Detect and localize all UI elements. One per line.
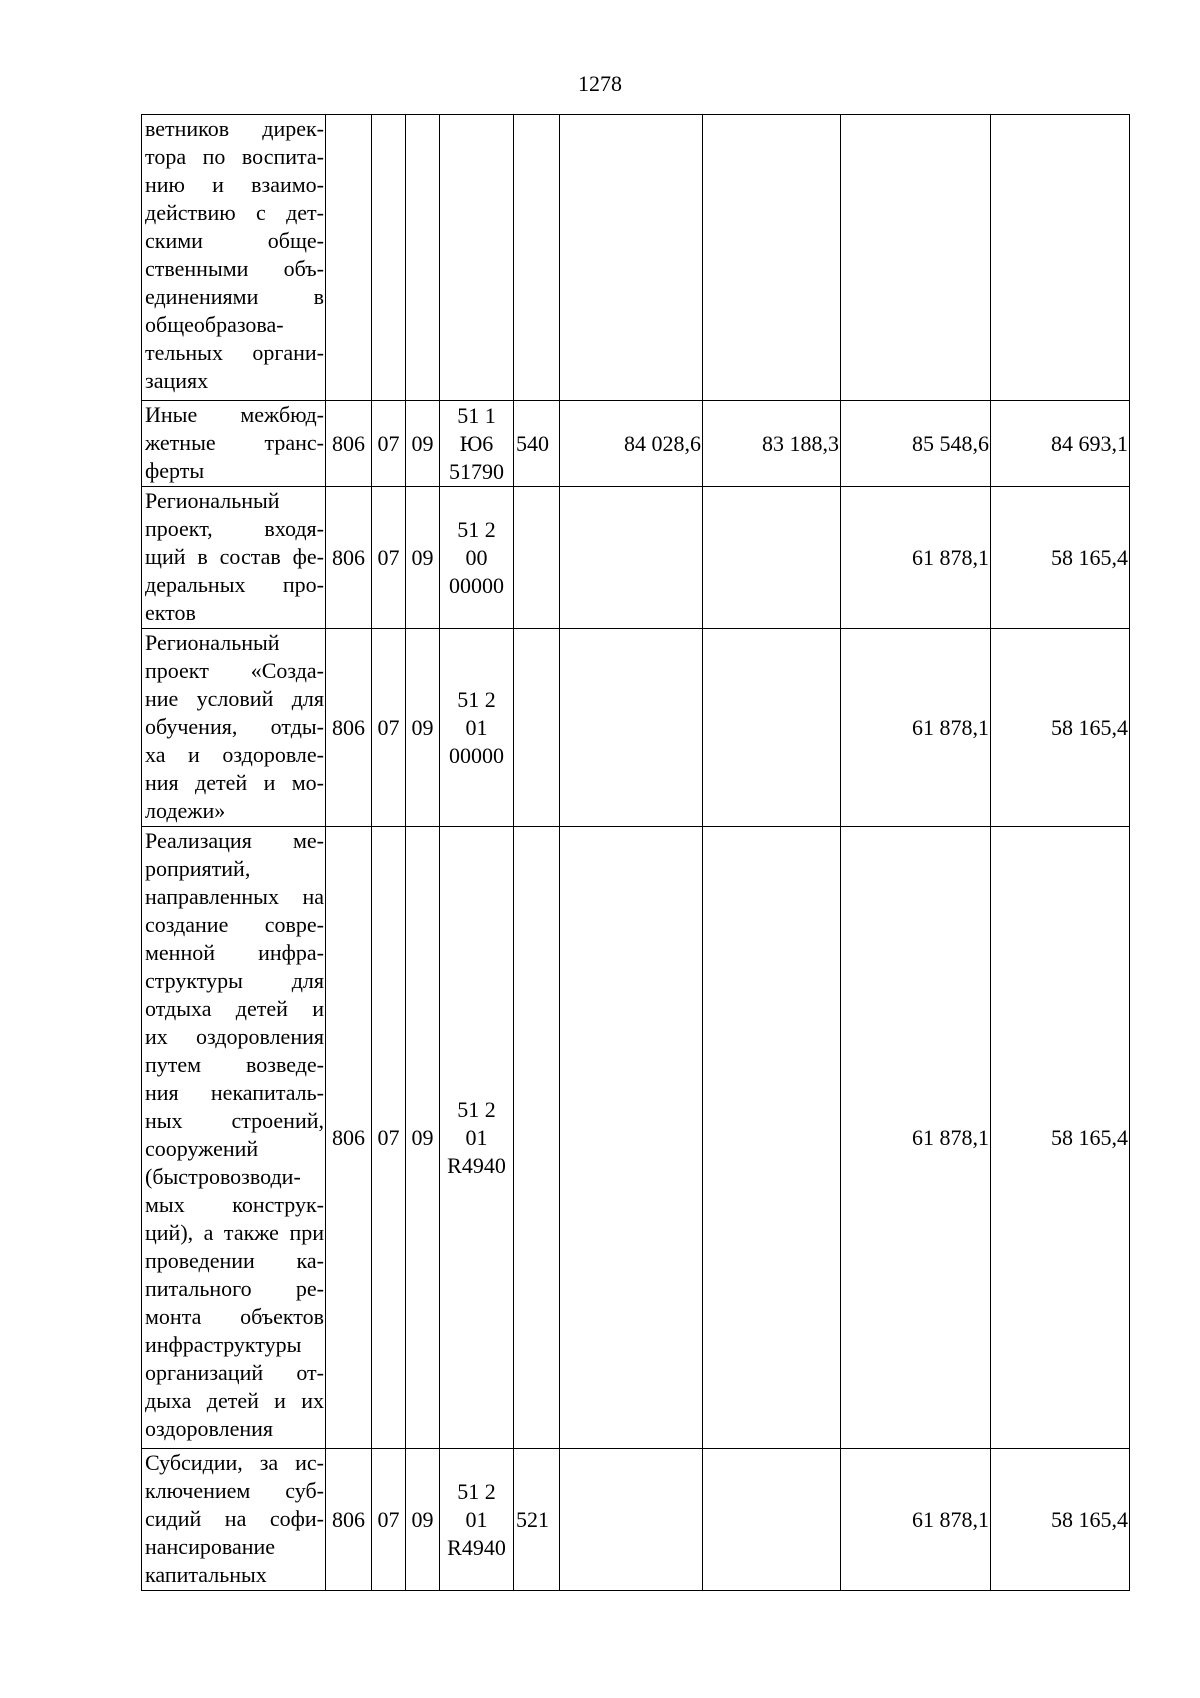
table-row bbox=[142, 1449, 1130, 1591]
description-line: деральных про- bbox=[145, 572, 324, 597]
description-line: проведении ка- bbox=[145, 1248, 324, 1273]
table-row bbox=[142, 115, 1130, 401]
target-article-code bbox=[440, 1449, 514, 1591]
grbs-code: 806 bbox=[326, 487, 372, 629]
description-line: Региональный bbox=[145, 488, 280, 513]
description-line: Реализация ме- bbox=[145, 828, 324, 853]
grbs-code bbox=[326, 115, 372, 401]
description-line: единениями в bbox=[145, 284, 324, 309]
target-article-line: 51 1 bbox=[457, 402, 496, 428]
section-code: 07 bbox=[372, 487, 406, 629]
description-line: Региональный bbox=[145, 630, 280, 655]
section-code: 07 bbox=[372, 1449, 406, 1591]
grbs-code: 806 bbox=[326, 827, 372, 1449]
target-article-line: R4940 bbox=[447, 1534, 506, 1560]
row-description bbox=[142, 487, 326, 629]
target-article-code bbox=[440, 115, 514, 401]
subsection-code: 09 bbox=[406, 827, 440, 1449]
description-line: питального ре- bbox=[145, 1276, 324, 1301]
description-line: их оздоровления bbox=[145, 1024, 324, 1049]
description-line: направленных на bbox=[145, 884, 324, 909]
section-code: 07 bbox=[372, 827, 406, 1449]
target-article-code bbox=[440, 401, 514, 487]
table-row bbox=[142, 401, 1130, 487]
description-line: действию с дет- bbox=[145, 200, 324, 225]
description-line: путем возведе- bbox=[145, 1052, 324, 1077]
description-line: (быстровозводи- bbox=[145, 1164, 301, 1189]
description-line: тельных органи- bbox=[145, 340, 324, 365]
amount-2 bbox=[703, 827, 841, 1449]
amount-2 bbox=[703, 115, 841, 401]
description-line: общеобразова- bbox=[145, 312, 284, 337]
target-article-code bbox=[440, 629, 514, 827]
table-row bbox=[142, 827, 1130, 1449]
amount-3: 61 878,1 bbox=[841, 827, 991, 1449]
description-line: проект «Созда- bbox=[145, 658, 324, 683]
subsection-code: 09 bbox=[406, 1449, 440, 1591]
row-description bbox=[142, 1449, 326, 1591]
description-line: ния детей и мо- bbox=[145, 770, 324, 795]
amount-4: 84 693,1 bbox=[991, 401, 1130, 487]
row-description bbox=[142, 115, 326, 401]
description-line: капитальных bbox=[145, 1562, 267, 1587]
amount-3: 85 548,6 bbox=[841, 401, 991, 487]
amount-2 bbox=[703, 1449, 841, 1591]
row-description bbox=[142, 401, 326, 487]
amount-2: 83 188,3 bbox=[703, 401, 841, 487]
table-body bbox=[142, 115, 1130, 1591]
amount-1 bbox=[560, 487, 703, 629]
subsection-code: 09 bbox=[406, 401, 440, 487]
description-line: нию и взаимо- bbox=[145, 172, 324, 197]
description-line: нансирование bbox=[145, 1534, 276, 1559]
description-line: лодежи» bbox=[145, 798, 226, 823]
subsection-code: 09 bbox=[406, 629, 440, 827]
expense-type-code bbox=[514, 487, 560, 629]
description-line: ферты bbox=[145, 458, 205, 483]
row-description bbox=[142, 827, 326, 1449]
target-article-line: 51 2 bbox=[457, 686, 496, 712]
amount-4: 58 165,4 bbox=[991, 487, 1130, 629]
target-article-line: 51790 bbox=[449, 458, 504, 484]
amount-3: 61 878,1 bbox=[841, 487, 991, 629]
amount-4: 58 165,4 bbox=[991, 629, 1130, 827]
description-line: оздоровления bbox=[145, 1416, 273, 1441]
description-line: ние условий для bbox=[145, 686, 324, 711]
description-line: структуры для bbox=[145, 968, 324, 993]
amount-2 bbox=[703, 629, 841, 827]
description-line: сидий на софи- bbox=[145, 1506, 324, 1531]
section-code bbox=[372, 115, 406, 401]
expense-type-code bbox=[514, 629, 560, 827]
target-article-line: 51 2 bbox=[457, 1478, 496, 1504]
table-row bbox=[142, 487, 1130, 629]
table-row bbox=[142, 629, 1130, 827]
description-line: обучения, отды- bbox=[145, 714, 324, 739]
description-line: щий в состав фе- bbox=[145, 544, 324, 569]
description-line: менной инфра- bbox=[145, 940, 324, 965]
target-article-line: 01 bbox=[465, 1124, 488, 1150]
description-line: инфраструктуры bbox=[145, 1332, 302, 1357]
expense-type-code bbox=[514, 115, 560, 401]
target-article-line: 51 2 bbox=[457, 516, 496, 542]
section-code: 07 bbox=[372, 629, 406, 827]
description-line: сооружений bbox=[145, 1136, 259, 1161]
target-article-line: R4940 bbox=[447, 1152, 506, 1178]
amount-1: 84 028,6 bbox=[560, 401, 703, 487]
description-line: ций), а также при bbox=[145, 1220, 324, 1245]
description-line: ных строений, bbox=[145, 1108, 324, 1133]
target-article-line: Ю6 bbox=[459, 430, 494, 456]
description-line: ектов bbox=[145, 600, 196, 625]
description-line: мых конструк- bbox=[145, 1192, 324, 1217]
grbs-code: 806 bbox=[326, 1449, 372, 1591]
amount-2 bbox=[703, 487, 841, 629]
expense-type-code bbox=[514, 827, 560, 1449]
target-article-line: 00000 bbox=[449, 742, 504, 768]
section-code: 07 bbox=[372, 401, 406, 487]
amount-1 bbox=[560, 827, 703, 1449]
description-line: дыха детей и их bbox=[145, 1388, 324, 1413]
description-line: ственными объ- bbox=[145, 256, 324, 281]
amount-3: 61 878,1 bbox=[841, 1449, 991, 1591]
target-article-code bbox=[440, 827, 514, 1449]
target-article-line: 01 bbox=[465, 1506, 488, 1532]
page-number: 1278 bbox=[578, 71, 622, 96]
description-line: тора по воспита- bbox=[145, 144, 324, 169]
grbs-code: 806 bbox=[326, 401, 372, 487]
target-article-code bbox=[440, 487, 514, 629]
description-line: проект, входя- bbox=[145, 516, 324, 541]
target-article-line: 01 bbox=[465, 714, 488, 740]
description-line: зациях bbox=[145, 368, 209, 393]
row-description bbox=[142, 629, 326, 827]
target-article-line: 00000 bbox=[449, 572, 504, 598]
description-line: скими обще- bbox=[145, 228, 324, 253]
amount-4 bbox=[991, 115, 1130, 401]
description-line: ха и оздоровле- bbox=[145, 742, 324, 767]
description-line: организаций от- bbox=[145, 1360, 324, 1385]
amount-4: 58 165,4 bbox=[991, 827, 1130, 1449]
description-line: создание совре- bbox=[145, 912, 324, 937]
expense-type-code: 540 bbox=[514, 401, 560, 487]
description-line: роприятий, bbox=[145, 856, 251, 881]
amount-3 bbox=[841, 115, 991, 401]
amount-1 bbox=[560, 115, 703, 401]
budget-table bbox=[141, 114, 1130, 1591]
target-article-line: 00 bbox=[465, 544, 488, 570]
description-line: Иные межбюд- bbox=[145, 402, 324, 427]
expense-type-code: 521 bbox=[514, 1449, 560, 1591]
amount-4: 58 165,4 bbox=[991, 1449, 1130, 1591]
target-article-line: 51 2 bbox=[457, 1096, 496, 1122]
description-line: ния некапиталь- bbox=[145, 1080, 324, 1105]
description-line: ветников дирек- bbox=[145, 116, 324, 141]
description-line: монта объектов bbox=[145, 1304, 324, 1329]
amount-3: 61 878,1 bbox=[841, 629, 991, 827]
amount-1 bbox=[560, 629, 703, 827]
amount-1 bbox=[560, 1449, 703, 1591]
grbs-code: 806 bbox=[326, 629, 372, 827]
description-line: отдыха детей и bbox=[145, 996, 324, 1021]
description-line: ключением суб- bbox=[145, 1478, 324, 1503]
subsection-code bbox=[406, 115, 440, 401]
description-line: жетные транс- bbox=[145, 430, 324, 455]
description-line: Субсидии, за ис- bbox=[145, 1450, 324, 1475]
subsection-code: 09 bbox=[406, 487, 440, 629]
